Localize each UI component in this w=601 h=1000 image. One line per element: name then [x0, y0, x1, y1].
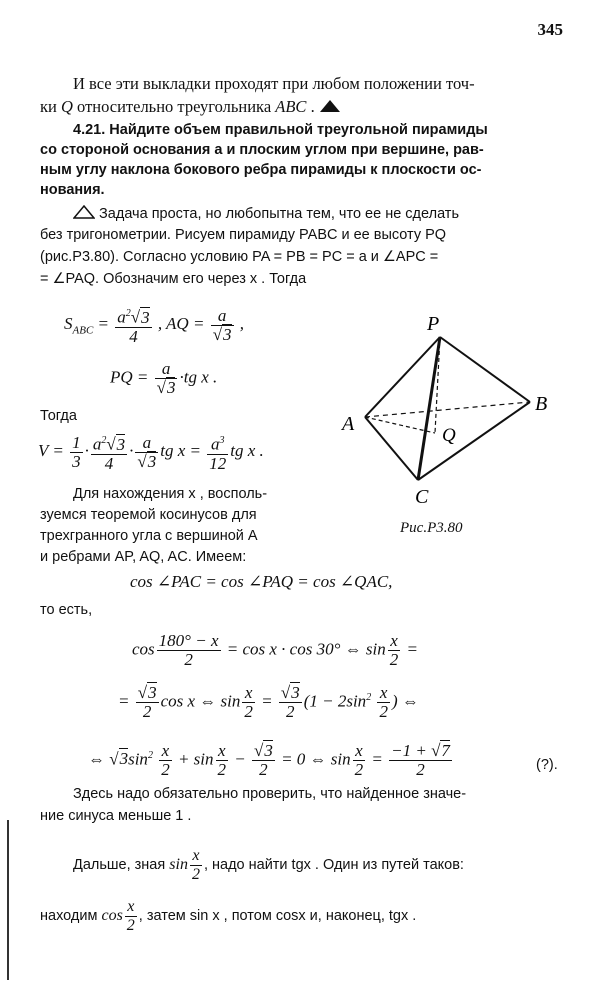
end-triangle-icon [319, 99, 341, 113]
label-a: A [342, 413, 355, 435]
formula-pq: PQ = $\frac{a}{√3}$ ·tg x . [110, 359, 218, 397]
that-is-label: то есть, [40, 602, 93, 618]
text-frag: ABC [275, 97, 307, 116]
text-frag: . [306, 97, 315, 116]
text-frag: находим [40, 908, 98, 925]
desc-line-2: зуемся теоремой косинусов для [40, 507, 257, 523]
label-b: B [535, 393, 548, 415]
label-q: Q [442, 425, 456, 446]
page-edge-line [7, 820, 9, 980]
final-line-1: Дальше, зная sin $\frac{x}{2}$ , надо найти tgx . Один из путей таков: [73, 847, 464, 883]
text-line-1: И все эти выкладки проходят при любом положении точ- [73, 74, 475, 93]
solution-line-4: = ∠PAQ. Обозначим его через x . Тогда [40, 271, 307, 287]
then-label: Тогда [40, 408, 77, 424]
formula-eq-3: ⇔ $√3\sin^2$ $\frac{x}{2}$ + sin $\frac{x}{2}$ − $\frac{√3}{2}$ = 0 ⇔ sin $\frac{x}{2}$ = $\frac{-1 + √7}{2}$ [88, 741, 450, 779]
text-line-2 [40, 97, 341, 117]
solution-line-3: (рис.Р3.80). Согласно условию PA = PB = PC = a и ∠APC = [40, 249, 439, 265]
text-frag: Задача проста, но любопытна тем, что ее не сделать [99, 206, 460, 222]
note-line-1: Здесь надо обязательно проверить, что найденное значе- [73, 786, 467, 802]
final-line-2: находим cos $\frac{x}{2}$ , затем sin x , потом cosx и, наконец, tgx . [40, 898, 417, 934]
desc-line-4: и ребрами AP, AQ, AC. Имеем: [40, 549, 247, 565]
label-p: P [427, 313, 440, 335]
desc-line-3: трехгранного угла с вершиной A [40, 528, 258, 544]
text-frag: Дальше, зная [73, 857, 166, 874]
text-frag: относительно треугольника [72, 97, 276, 116]
equation-marker: (?). [536, 757, 558, 773]
problem-line-3: ным углу наклона бокового ребра пирамиды к плоскости ос- [40, 162, 482, 178]
solution-line-2: без тригонометрии. Рисуем пирамиду PABC и ее высоту PQ [40, 227, 447, 243]
text-frag: Q [60, 97, 73, 116]
formula-volume: V = $\frac{1}{3}$ · $\frac{a^2√3}{4}$ · $\frac{a}{√3}$ tg x = $\frac{a^3}{12}$ tg x . [38, 432, 264, 473]
formula-eq-2: = $\frac{√3}{2}$ cos x ⇔ sin $\frac{x}{2}$ = $\frac{√3}{2}$ ($1 - 2\sin^2$ $\frac{x}{2}$ ) ⇔ [118, 683, 419, 721]
start-triangle-icon [73, 205, 95, 219]
problem-line-1: 4.21. Найдите объем правильной треугольной пирамиды [73, 122, 488, 138]
desc-line-1: Для нахождения x , восполь- [73, 486, 268, 502]
note-line-2: ние синуса меньше 1 . [40, 808, 192, 824]
solution-line-1 [73, 205, 459, 222]
formula-eq-1: cos $\frac{180^\circ - x}{2}$ = cos x · cos 30° ⇔ sin $\frac{x}{2}$ = [132, 631, 418, 669]
figure-caption: Рис.Р3.80 [400, 520, 463, 536]
problem-line-2: со стороной основания a и плоским углом при вершине, рав- [40, 142, 484, 158]
label-c: C [415, 486, 429, 508]
formula-area: $S_{ABC}$ = $\frac{a^2√3}{4}$ , AQ = $\frac{a}{√3}$ , [64, 305, 245, 346]
text-frag: ки [40, 97, 61, 116]
pyramid-figure [330, 305, 560, 510]
text-frag: , затем sin x , потом cosx и, наконец, tgx . [138, 908, 417, 925]
problem-line-4: нования. [40, 182, 105, 198]
page-number: 345 [537, 20, 563, 39]
formula-cos: cos ∠PAC = cos ∠PAQ = cos ∠QAC, [130, 572, 393, 591]
text-frag: , надо найти tgx . Один из путей таков: [203, 857, 464, 874]
